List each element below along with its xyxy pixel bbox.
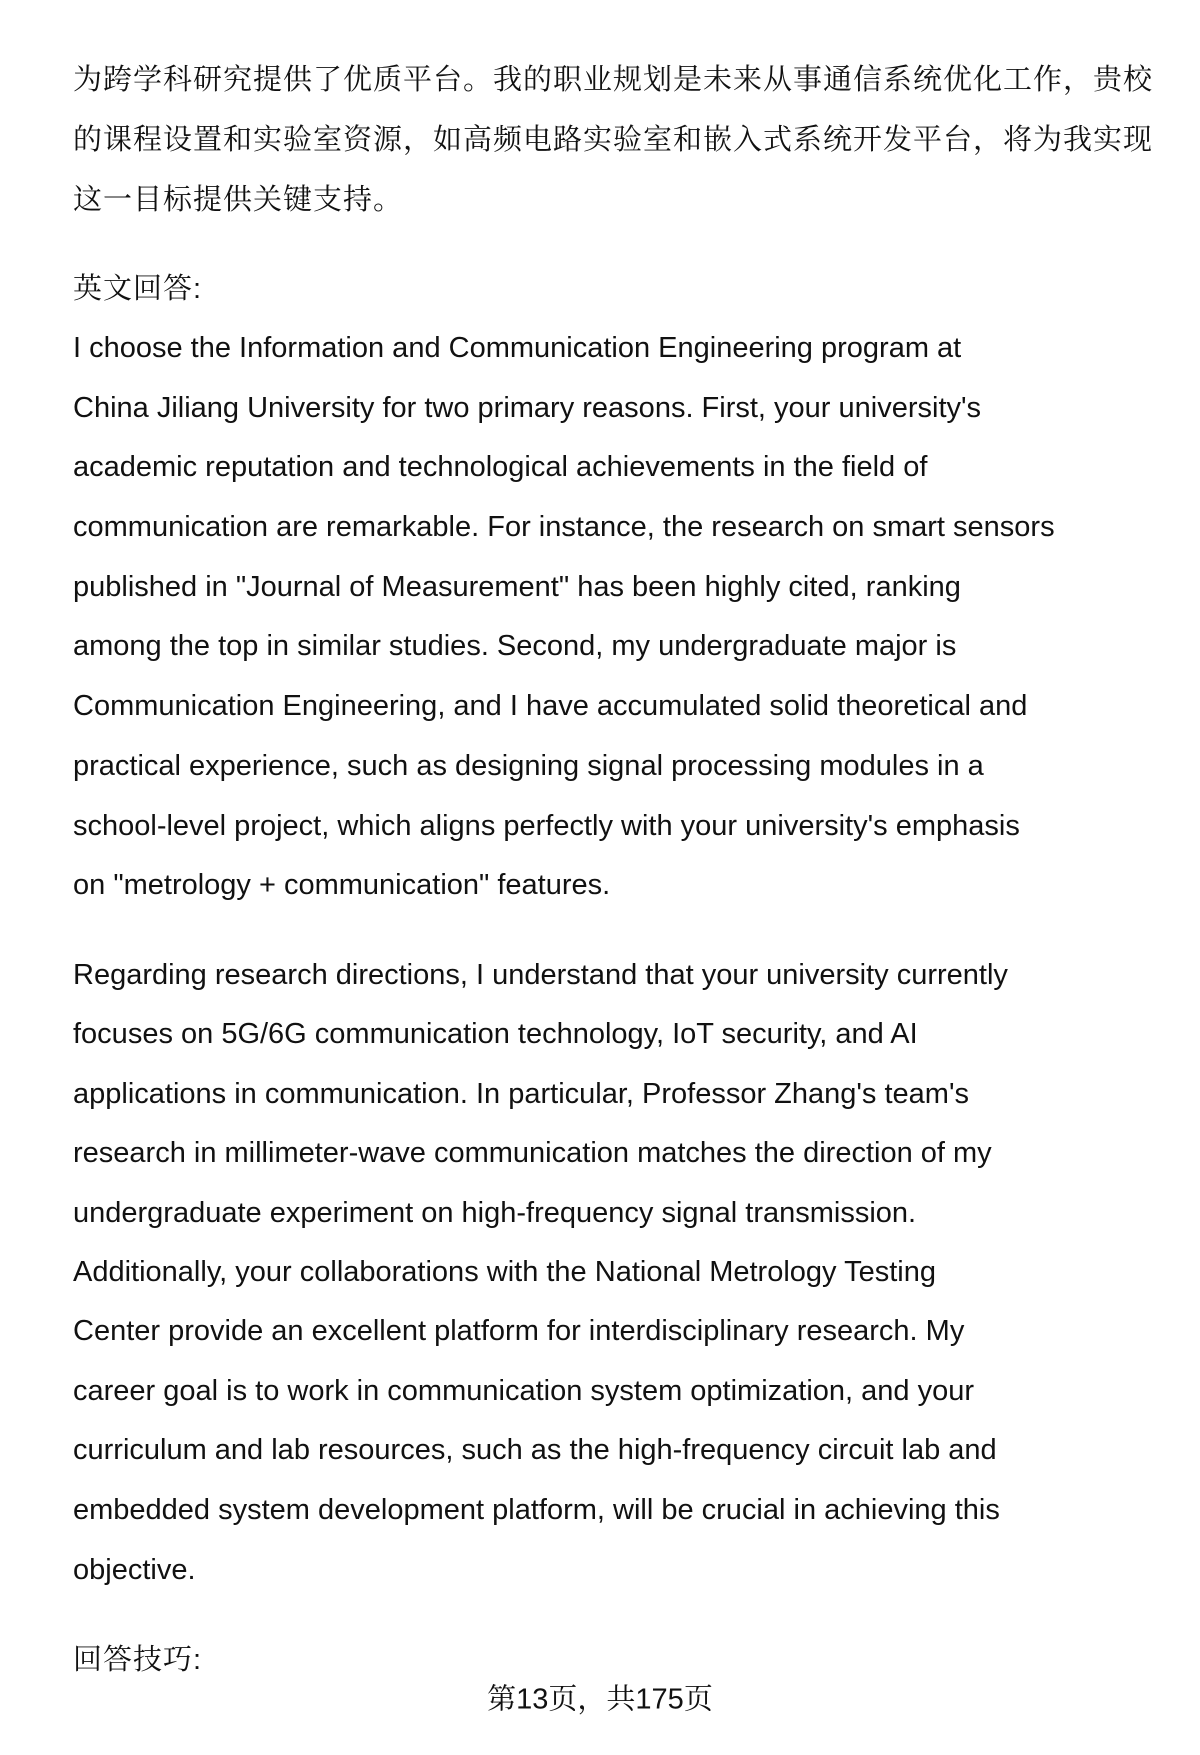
paragraph-line: I choose the Information and Communication Engineering program at — [73, 332, 962, 364]
paragraph-line: academic reputation and technological achievements in the field of — [73, 451, 928, 483]
paragraph-line: embedded system development platform, will be crucial in achieving this — [73, 1494, 1000, 1526]
chinese-line: 这一目标提供关键支持。 — [73, 184, 404, 216]
paragraph-line: applications in communication. In particular, Professor Zhang's team's — [73, 1078, 969, 1110]
paragraph-line: career goal is to work in communication system optimization, and your — [73, 1375, 974, 1407]
paragraph-line: objective. — [73, 1554, 196, 1586]
paragraph-line: communication are remarkable. For instance, the research on smart sensors — [73, 511, 1055, 543]
english-answer-heading: 英文回答: — [73, 273, 203, 305]
paragraph-line: Additionally, your collaborations with the National Metrology Testing — [73, 1256, 936, 1288]
paragraph-line: on "metrology + communication" features. — [73, 869, 611, 901]
paragraph-line: Center provide an excellent platform for interdisciplinary research. My — [73, 1315, 965, 1347]
paragraph-line: practical experience, such as designing signal processing modules in a — [73, 750, 984, 782]
paragraph-line: undergraduate experiment on high-frequency signal transmission. — [73, 1197, 917, 1229]
paragraph-line: curriculum and lab resources, such as the high-frequency circuit lab and — [73, 1434, 997, 1466]
paragraph-line: among the top in similar studies. Second, my undergraduate major is — [73, 630, 957, 662]
paragraph-line: Regarding research directions, I understand that your university currently — [73, 959, 1008, 991]
paragraph-line: school-level project, which aligns perfectly with your university's emphasis — [73, 810, 1020, 842]
paragraph-line: research in millimeter-wave communication matches the direction of my — [73, 1137, 992, 1169]
answer-tips-heading: 回答技巧: — [73, 1644, 203, 1676]
paragraph-line: published in "Journal of Measurement" has been highly cited, ranking — [73, 571, 961, 603]
paragraph-line: focuses on 5G/6G communication technology, IoT security, and AI — [73, 1018, 918, 1050]
chinese-line: 的课程设置和实验室资源，如高频电路实验室和嵌入式系统开发平台，将为我实现 — [73, 124, 1154, 156]
paragraph-line: Communication Engineering, and I have accumulated solid theoretical and — [73, 690, 1028, 722]
paragraph-line: China Jiliang University for two primary reasons. First, your university's — [73, 392, 982, 424]
page-number: 第13页，共175页 — [487, 1683, 713, 1716]
chinese-line: 为跨学科研究提供了优质平台。我的职业规划是未来从事通信系统优化工作，贵校 — [73, 64, 1154, 96]
